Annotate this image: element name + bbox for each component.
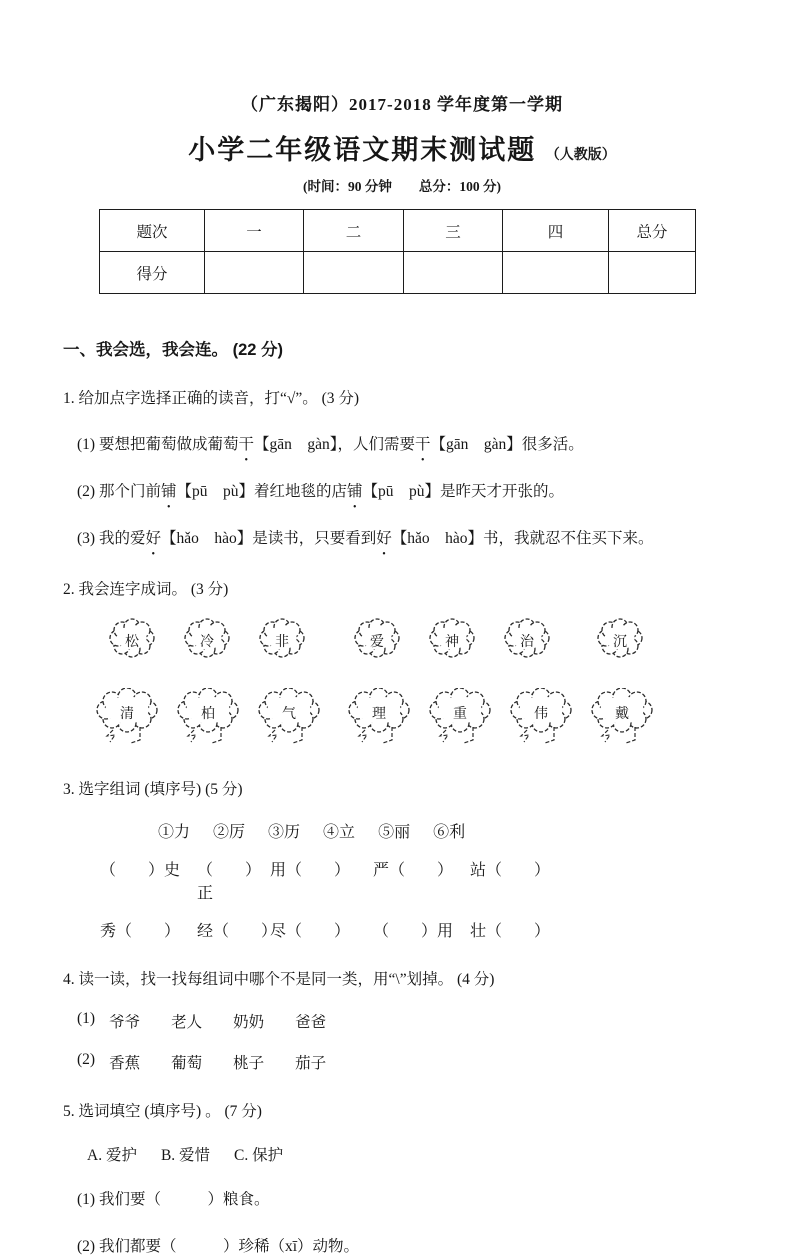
q3-option: ②厉 (213, 824, 246, 841)
cloud-shape (589, 688, 655, 751)
score-table-header-row (100, 210, 696, 252)
q3-blank-item: （ ）用 (373, 923, 454, 940)
cloud-shape (108, 617, 156, 664)
q1-item-2-text: (2) 那个门前 (77, 483, 161, 500)
cloud-shape (427, 688, 493, 751)
q5-title: 5. 选词填空 (填序号) 。 (7 分) (63, 1103, 262, 1120)
cloud-char: 治 (520, 634, 534, 650)
score-table-cell-empty (404, 252, 503, 294)
q1-item-1 (77, 433, 741, 457)
cloud-char: 理 (372, 707, 386, 722)
q4-item-2 (77, 1051, 741, 1073)
q1-item-2-text: 【pū pù】是昨天才开张的。 (362, 483, 565, 500)
word: 老人 (171, 1014, 203, 1031)
q1-item-1-text: 【gān gàn】很多活。 (430, 436, 584, 453)
q1-item-3-text: 【hǎo hào】书，我就忍不住买下来。 (391, 530, 654, 547)
item-number: (2) (77, 1051, 96, 1068)
cloud-char: 气 (282, 707, 296, 722)
cloud-char: 松 (125, 634, 139, 650)
q1-item-1-text: 【gān gàn】，人们需要 (253, 436, 415, 453)
edition-label: （人教版） (545, 146, 616, 162)
emphasized-char: 干 (414, 436, 431, 453)
q3-blank-item: 站（ ） (470, 862, 551, 879)
page-title (63, 128, 741, 167)
q1-item-3-text: (3) 我的爱 (77, 530, 146, 547)
q3-options (158, 819, 741, 842)
score-table-header-cell: 总分 (609, 210, 696, 252)
score-row-label: 得分 (100, 252, 205, 294)
item-number: (1) (77, 1010, 96, 1027)
emphasized-char: 好 (376, 530, 392, 547)
q3-option: ④立 (323, 824, 356, 841)
cloud-shape (346, 688, 412, 751)
q3-option: ⑤丽 (378, 824, 411, 841)
word: 奶奶 (233, 1014, 265, 1031)
page-title-text: 小学二年级语文期末测试题 (188, 135, 537, 165)
score-table-header-cell: 四 (503, 210, 609, 252)
q3-blank-row-1 (100, 857, 741, 903)
q5-options (87, 1143, 741, 1165)
cloud-shape (596, 617, 644, 664)
q3-blank-item: （ ）史 (100, 862, 181, 879)
q1-title: 1. 给加点字选择正确的读音，打“√”。 (3 分) (63, 390, 360, 407)
emphasized-char: 铺 (346, 483, 363, 500)
q5-item-1: (1) 我们要（ ）粮食。 (77, 1191, 270, 1208)
emphasized-char: 干 (238, 436, 254, 453)
cloud-char: 神 (445, 634, 459, 650)
q5-item-2: (2) 我们都要（ ）珍稀（xī）动物。 (77, 1238, 360, 1255)
cloud-char: 爱 (370, 634, 384, 650)
cloud-shape (258, 617, 306, 664)
word: 葡萄 (171, 1055, 203, 1072)
cloud-shape (256, 688, 322, 751)
q3-option: ⑥利 (433, 824, 466, 841)
score-table-cell-empty (205, 252, 304, 294)
cloud-char: 柏 (201, 707, 215, 722)
q5-option: C. 保护 (234, 1147, 284, 1164)
q1-item-3-text: 【hǎo hào】是读书，只要看到 (160, 530, 377, 547)
q4-title: 4. 读一读，找一找每组词中哪个不是同一类，用“\”划掉。 (4 分) (63, 971, 495, 988)
q5-option: A. 爱护 (87, 1147, 137, 1164)
q3-blank-item: 严（ ） (373, 862, 454, 879)
q3-blank-item: 秀（ ） (100, 923, 181, 940)
cloud-shape (503, 617, 551, 664)
q1-item-2-text: 【pū pù】着红地毯的店 (176, 483, 347, 500)
q1-item-1-text: (1) 要想把葡萄做成葡萄 (77, 436, 239, 453)
q5-option: B. 爱惜 (160, 1147, 211, 1164)
word: 爸爸 (295, 1014, 327, 1031)
q4-item-1 (77, 1010, 741, 1032)
q3-option: ①力 (158, 824, 191, 841)
q1-item-3 (77, 527, 741, 551)
cloud-shape (428, 617, 476, 664)
cloud-shape (94, 688, 160, 751)
q3-blank-item: 壮（ ） (470, 923, 551, 940)
score-table-score-row (100, 252, 696, 294)
emphasized-char: 铺 (160, 483, 177, 500)
score-table-cell-empty (609, 252, 696, 294)
score-table-header-cell: 二 (304, 210, 404, 252)
score-table-header-cell: 一 (205, 210, 304, 252)
q3-blank-row-2 (100, 918, 741, 941)
score-table-header-cell: 三 (404, 210, 503, 252)
score-table-cell-empty (503, 252, 609, 294)
cloud-shape (353, 617, 401, 664)
q3-blank-item: 经（ ） (197, 923, 278, 940)
cloud-row-bottom (94, 688, 741, 751)
q3-title: 3. 选字组词 (填序号) (5 分) (63, 781, 243, 798)
score-table-cell-empty (304, 252, 404, 294)
q3-option: ③历 (268, 824, 301, 841)
cloud-char: 重 (453, 707, 467, 722)
q3-blank-item: 尽（ ） (270, 923, 351, 940)
cloud-shape (175, 688, 241, 751)
q2-title: 2. 我会连字成词。 (3 分) (63, 581, 229, 598)
cloud-char: 戴 (615, 707, 629, 722)
word: 香蕉 (109, 1055, 141, 1072)
cloud-char: 沉 (613, 634, 627, 650)
term-line: （广东揭阳）2017-2018 学年度第一学期 (241, 95, 563, 114)
q3-blank-item: （ ）正 (197, 862, 262, 902)
cloud-char: 冷 (200, 634, 214, 650)
cloud-shape (508, 688, 574, 751)
score-table-header-cell: 题次 (100, 210, 205, 252)
word: 桃子 (233, 1055, 265, 1072)
q1-item-2 (77, 480, 741, 504)
q3-blank-item: 用（ ） (270, 862, 351, 879)
cloud-shape (183, 617, 231, 664)
exam-info-line: (时间：90 分钟 总分：100 分) (303, 179, 501, 194)
word: 爷爷 (109, 1014, 141, 1031)
word: 茄子 (295, 1055, 327, 1072)
cloud-char: 清 (120, 707, 134, 722)
cloud-char: 非 (275, 634, 289, 650)
score-table (99, 209, 696, 294)
emphasized-char: 好 (145, 530, 161, 547)
cloud-row-top (108, 617, 741, 664)
cloud-char: 伟 (534, 707, 548, 722)
page-header (63, 90, 741, 195)
section-one-heading: 一、我会选，我会连。 (22 分) (63, 341, 284, 359)
